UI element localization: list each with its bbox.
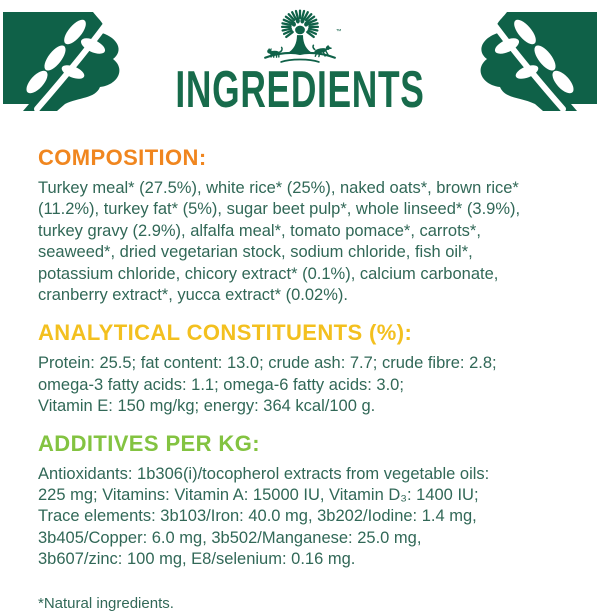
page-title: INGREDIENTS — [96, 62, 504, 119]
additives-line: Trace elements: 3b103/Iron: 40.0 mg, 3b202/Iodine: 1.4 mg, — [38, 506, 574, 527]
additives-line: 225 mg; Vitamins: Vitamin A: 15000 IU, Vitamin D₃: 1400 IU; — [38, 485, 574, 506]
analytical-line: omega-3 fatty acids: 1.1; omega-6 fatty acids: 3.0; — [38, 375, 574, 396]
analytical-line: Protein: 25.5; fat content: 13.0; crude ash: 7.7; crude fibre: 2.8; — [38, 353, 574, 374]
additives-line: 3b607/zinc: 100 mg, E8/selenium: 0.16 mg. — [38, 549, 574, 570]
composition-heading: COMPOSITION: — [38, 145, 574, 171]
composition-line: seaweed*, dried vegetarian stock, sodium chloride, fish oil*, — [38, 242, 574, 263]
composition-line: cranberry extract*, yucca extract* (0.02%). — [38, 285, 574, 306]
composition-line: (11.2%), turkey fat* (5%), sugar beet pulp*, whole linseed* (3.9%), — [38, 199, 574, 220]
analytical-constituents-text — [38, 353, 574, 417]
analytical-constituents-heading: ANALYTICAL CONSTITUENTS (%): — [38, 320, 574, 346]
additives-line: Antioxidants: 1b306(i)/tocopherol extracts from vegetable oils: — [38, 464, 574, 485]
additives-line: 3b405/Copper: 6.0 mg, 3b502/Manganese: 25.0 mg, — [38, 528, 574, 549]
natural-ingredients-footnote: *Natural ingredients. — [38, 595, 574, 612]
label-content — [38, 141, 574, 612]
composition-line: potassium chloride, chicory extract* (0.1%), calcium carbonate, — [38, 264, 574, 285]
composition-line: turkey gravy (2.9%), alfalfa meal*, tomato pomace*, carrots*, — [38, 221, 574, 242]
composition-line: Turkey meal* (27.5%), white rice* (25%), naked oats*, brown rice* — [38, 178, 574, 199]
composition-text — [38, 178, 574, 306]
tree-trunk-icon — [287, 35, 313, 53]
trademark-symbol: ™ — [336, 29, 342, 35]
additives-text — [38, 464, 574, 571]
additives-heading: ADDITIVES PER KG: — [38, 431, 574, 457]
analytical-line: Vitamin E: 150 mg/kg; energy: 364 kcal/100 g. — [38, 396, 574, 417]
